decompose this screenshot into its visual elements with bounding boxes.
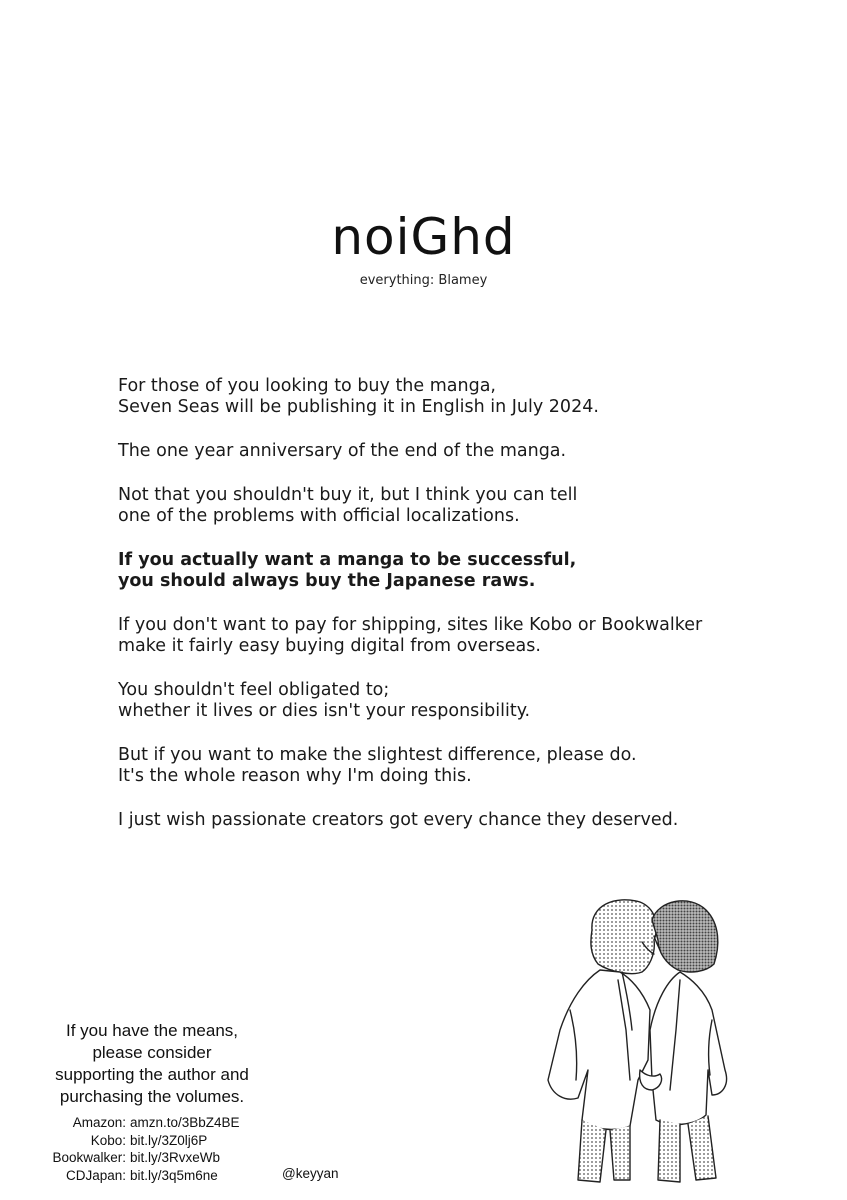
support-message	[20, 1020, 284, 1108]
paragraph	[118, 441, 778, 462]
link-row-bookwalker	[20, 1149, 240, 1167]
store-name: Kobo:	[90, 1132, 126, 1148]
store-url[interactable]: bit.ly/3RvxeWb	[130, 1150, 221, 1165]
paragraph	[118, 680, 778, 722]
paragraph-line: For those of you looking to buy the manga,	[118, 376, 496, 396]
support-line: please consider	[92, 1043, 212, 1062]
paragraph	[118, 745, 778, 787]
paragraph	[118, 615, 778, 657]
link-row-cdjapan	[20, 1167, 240, 1185]
message-body	[118, 376, 778, 854]
paragraph-emphasis	[118, 550, 778, 592]
store-name: CDJapan:	[65, 1167, 126, 1183]
paragraph-line: whether it lives or dies isn't your responsibility.	[118, 701, 531, 721]
purchase-links	[20, 1114, 240, 1184]
paragraph	[118, 810, 778, 831]
paragraph-line: Seven Seas will be publishing it in English in July 2024.	[118, 397, 599, 417]
link-row-kobo	[20, 1132, 240, 1150]
paragraph-line: make it fairly easy buying digital from overseas.	[118, 636, 541, 656]
store-name: Amazon:	[72, 1115, 126, 1130]
illustration-couple	[530, 880, 760, 1200]
store-url[interactable]: bit.ly/3q5m6ne	[130, 1167, 218, 1183]
support-line: purchasing the volumes.	[59, 1087, 245, 1106]
store-url[interactable]: amzn.to/3BbZ4BE	[130, 1115, 240, 1130]
paragraph-line: The one year anniversary of the end of the manga.	[118, 441, 567, 461]
paragraph-line: But if you want to make the slightest difference, please do.	[118, 745, 637, 765]
link-row-amazon	[20, 1114, 240, 1132]
paragraph-line: You shouldn't feel obligated to;	[118, 680, 390, 700]
paragraph-line: you should always buy the Japanese raws.	[118, 571, 536, 591]
paragraph	[118, 485, 778, 527]
logo-title: noiGhd	[331, 208, 516, 266]
paragraph-line: If you don't want to pay for shipping, sites like Kobo or Bookwalker	[118, 615, 703, 635]
paragraph-line: I just wish passionate creators got every chance they deserved.	[118, 810, 679, 830]
support-line: If you have the means,	[66, 1021, 238, 1040]
credit-line: everything: Blamey	[359, 273, 488, 288]
paragraph-line: It's the whole reason why I'm doing this.	[118, 766, 472, 786]
paragraph-line: Not that you shouldn't buy it, but I think you can tell	[118, 485, 578, 505]
paragraph	[118, 376, 778, 418]
support-line: supporting the author and	[55, 1065, 249, 1084]
store-url[interactable]: bit.ly/3Z0lj6P	[130, 1132, 208, 1148]
artist-handle: @keyyan	[282, 1166, 339, 1181]
paragraph-line: one of the problems with official localizations.	[118, 506, 520, 526]
paragraph-line: If you actually want a manga to be successful,	[118, 550, 577, 570]
store-name: Bookwalker:	[52, 1150, 126, 1165]
